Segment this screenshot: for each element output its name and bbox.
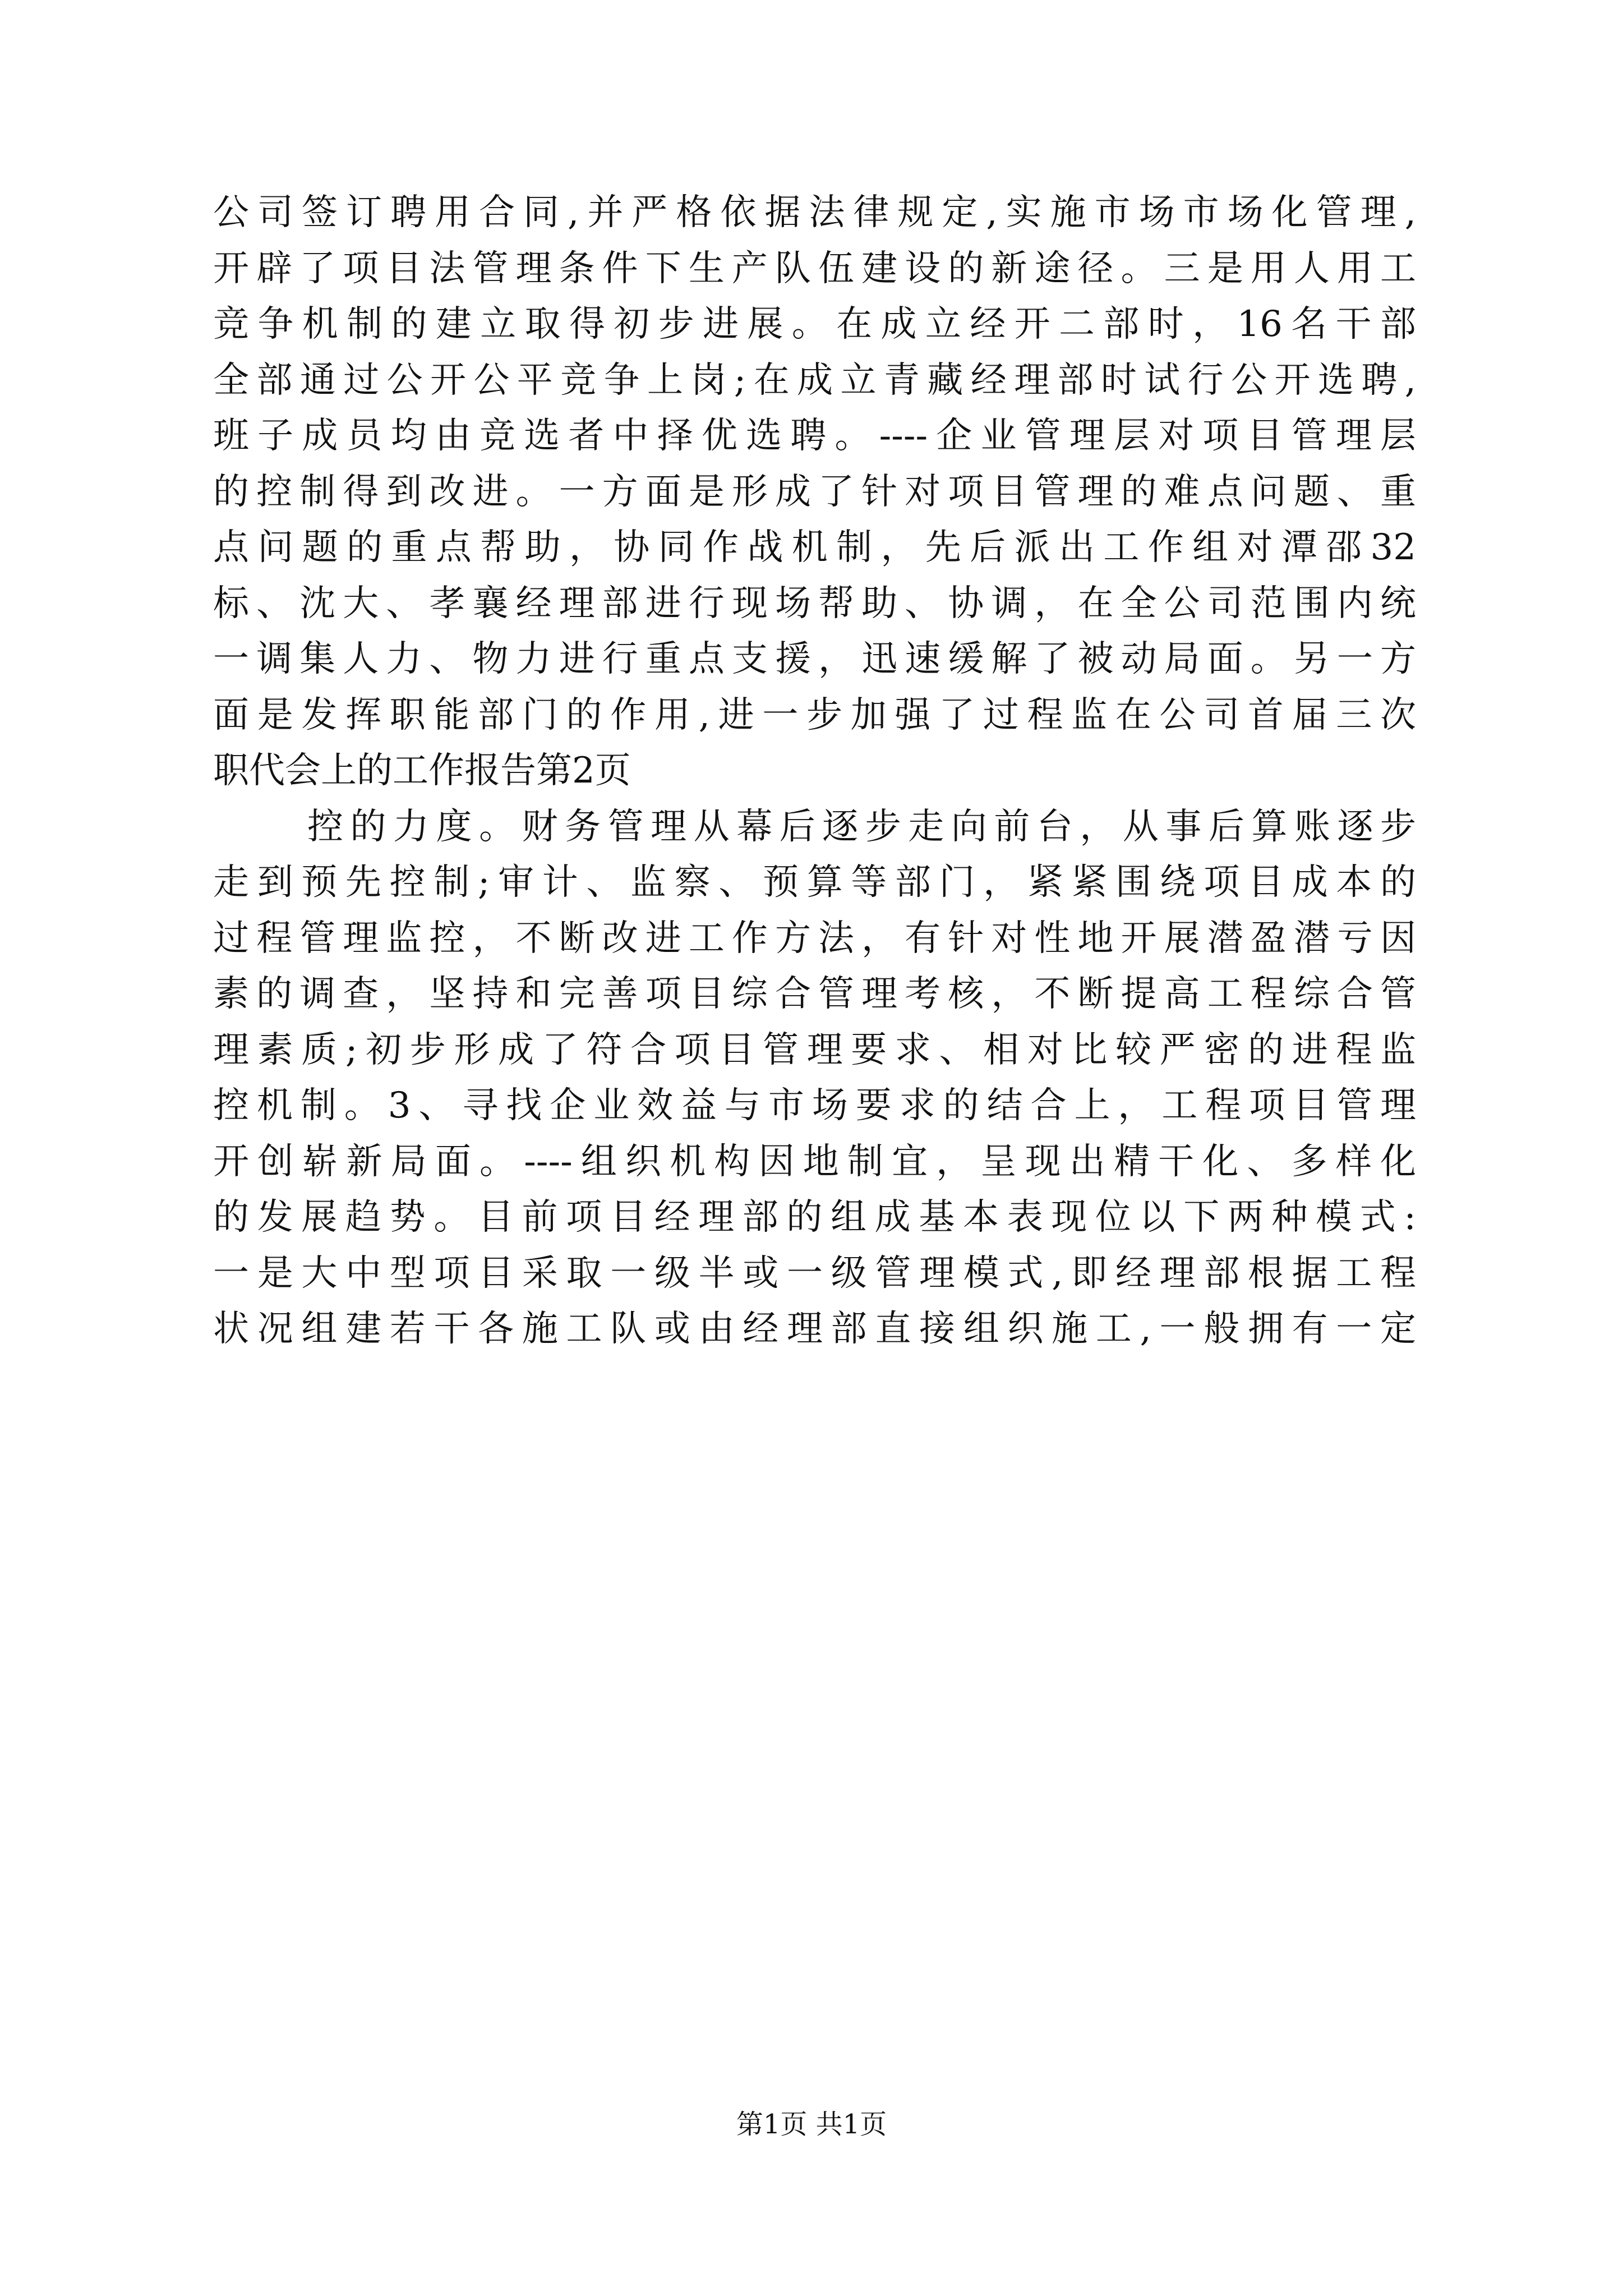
text-line: 一调集人力、物力进行重点支援，迅速缓解了被动局面。另一方 bbox=[213, 638, 1416, 680]
text-line: 状况组建若干各施工队或由经理部直接组织施工,一般拥有一定 bbox=[213, 1308, 1416, 1350]
text-line: 标、沈大、孝襄经理部进行现场帮助、协调，在全公司范围内统 bbox=[213, 582, 1416, 624]
text-line: 走到预先控制;审计、监察、预算等部门，紧紧围绕项目成本的 bbox=[213, 862, 1416, 903]
text-line: 一是大中型项目采取一级半或一级管理模式,即经理部根据工程 bbox=[213, 1252, 1416, 1294]
text-line: 的控制得到改进。一方面是形成了针对项目管理的难点问题、重 bbox=[213, 471, 1416, 513]
text-line: 面是发挥职能部门的作用,进一步加强了过程监在公司首届三次 bbox=[213, 694, 1416, 736]
page-footer bbox=[0, 2102, 1623, 2141]
text-line: 理素质;初步形成了符合项目管理要求、相对比较严密的进程监 bbox=[213, 1029, 1416, 1071]
text-line: 开辟了项目法管理条件下生产队伍建设的新途径。三是用人用工 bbox=[213, 247, 1416, 289]
text-line: 点问题的重点帮助，协同作战机制，先后派出工作组对潭邵32 bbox=[213, 527, 1416, 568]
paragraph-1 bbox=[213, 185, 1416, 799]
text-line: 班子成员均由竞选者中择优选聘。----企业管理层对项目管理层 bbox=[213, 415, 1416, 457]
text-line: 素的调查，坚持和完善项目综合管理考核，不断提高工程综合管 bbox=[213, 973, 1416, 1015]
text-line: 职代会上的工作报告第2页 bbox=[213, 750, 631, 792]
page-number: 第1页 共1页 bbox=[736, 2109, 887, 2140]
paragraph-2 bbox=[213, 799, 1416, 1358]
text-line: 竞争机制的建立取得初步进展。在成立经开二部时，16名干部 bbox=[213, 303, 1416, 345]
text-line: 的发展趋势。目前项目经理部的组成基本表现位以下两种模式: bbox=[213, 1197, 1416, 1238]
document-body bbox=[213, 185, 1416, 1358]
text-line: 控机制。3、寻找企业效益与市场要求的结合上，工程项目管理 bbox=[213, 1085, 1416, 1126]
text-line: 公司签订聘用合同,并严格依据法律规定,实施市场市场化管理, bbox=[213, 192, 1416, 233]
text-line: 全部通过公开公平竞争上岗;在成立青藏经理部时试行公开选聘, bbox=[213, 359, 1416, 401]
text-line: 控的力度。财务管理从幕后逐步走向前台，从事后算账逐步 bbox=[307, 806, 1416, 848]
text-line: 过程管理监控，不断改进工作方法，有针对性地开展潜盈潜亏因 bbox=[213, 917, 1416, 959]
text-line: 开创崭新局面。----组织机构因地制宜，呈现出精干化、多样化 bbox=[213, 1140, 1416, 1182]
